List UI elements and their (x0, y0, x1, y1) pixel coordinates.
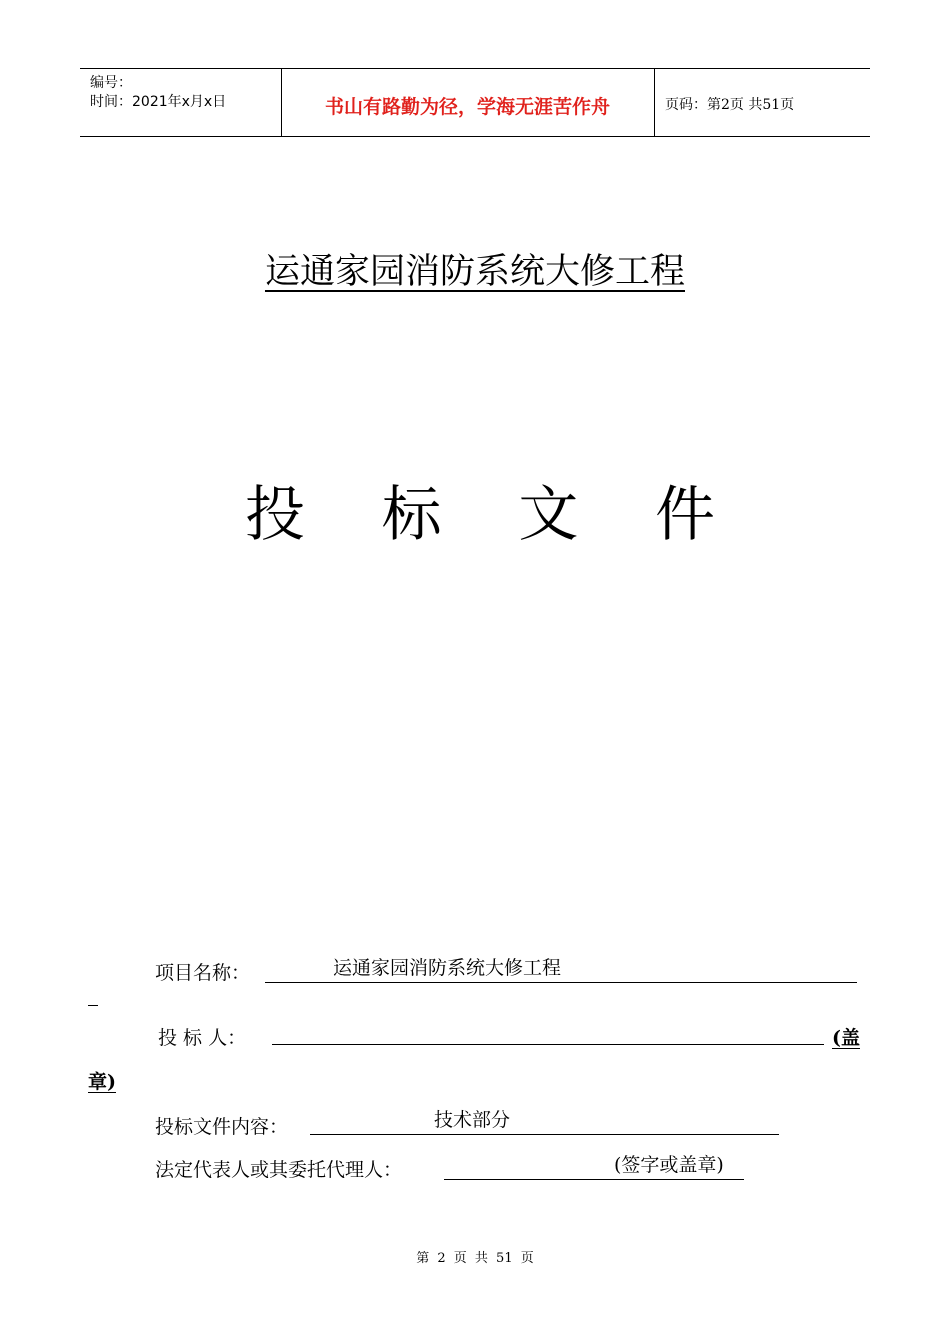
seal-note-open: (盖 (832, 1027, 860, 1049)
project-name-line-continued (88, 981, 98, 1006)
representative-value: (签字或盖章) (614, 1154, 724, 1176)
representative-line (444, 1155, 744, 1180)
page-footer: 第 2 页 共 51 页 (416, 1251, 534, 1266)
project-name-label: 项目名称： (155, 962, 251, 984)
document-title: 运通家园消防系统大修工程 (264, 252, 685, 292)
doc-type-char: 文 (518, 480, 579, 550)
page-header (80, 68, 870, 137)
header-page-cell (654, 69, 870, 136)
representative-label: 法定代表人或其委托代理人： (155, 1159, 403, 1181)
header-meta-cell (80, 69, 282, 136)
doc-type-char: 件 (654, 480, 715, 550)
document-type-heading (245, 480, 715, 560)
header-motto-cell (281, 69, 655, 136)
seal-note-close: 章) (88, 1071, 116, 1093)
project-name-line (265, 958, 857, 983)
motto-text: 书山有路勤为径，学海无涯苦作舟 (324, 96, 610, 118)
header-page-info: 页码：第2页 共51页 (665, 97, 795, 113)
serial-number-label: 编号： (90, 75, 132, 91)
bidder-line (272, 1020, 824, 1045)
bidder-label: 投 标 人： (158, 1027, 247, 1049)
project-name-value: 运通家园消防系统大修工程 (333, 957, 562, 979)
content-value: 技术部分 (434, 1109, 511, 1131)
content-label: 投标文件内容： (155, 1116, 289, 1138)
doc-type-char: 投 (245, 480, 305, 550)
date-line: 时间：2021年x月x日 (90, 94, 227, 110)
doc-type-char: 标 (381, 480, 442, 550)
content-line (310, 1110, 779, 1135)
